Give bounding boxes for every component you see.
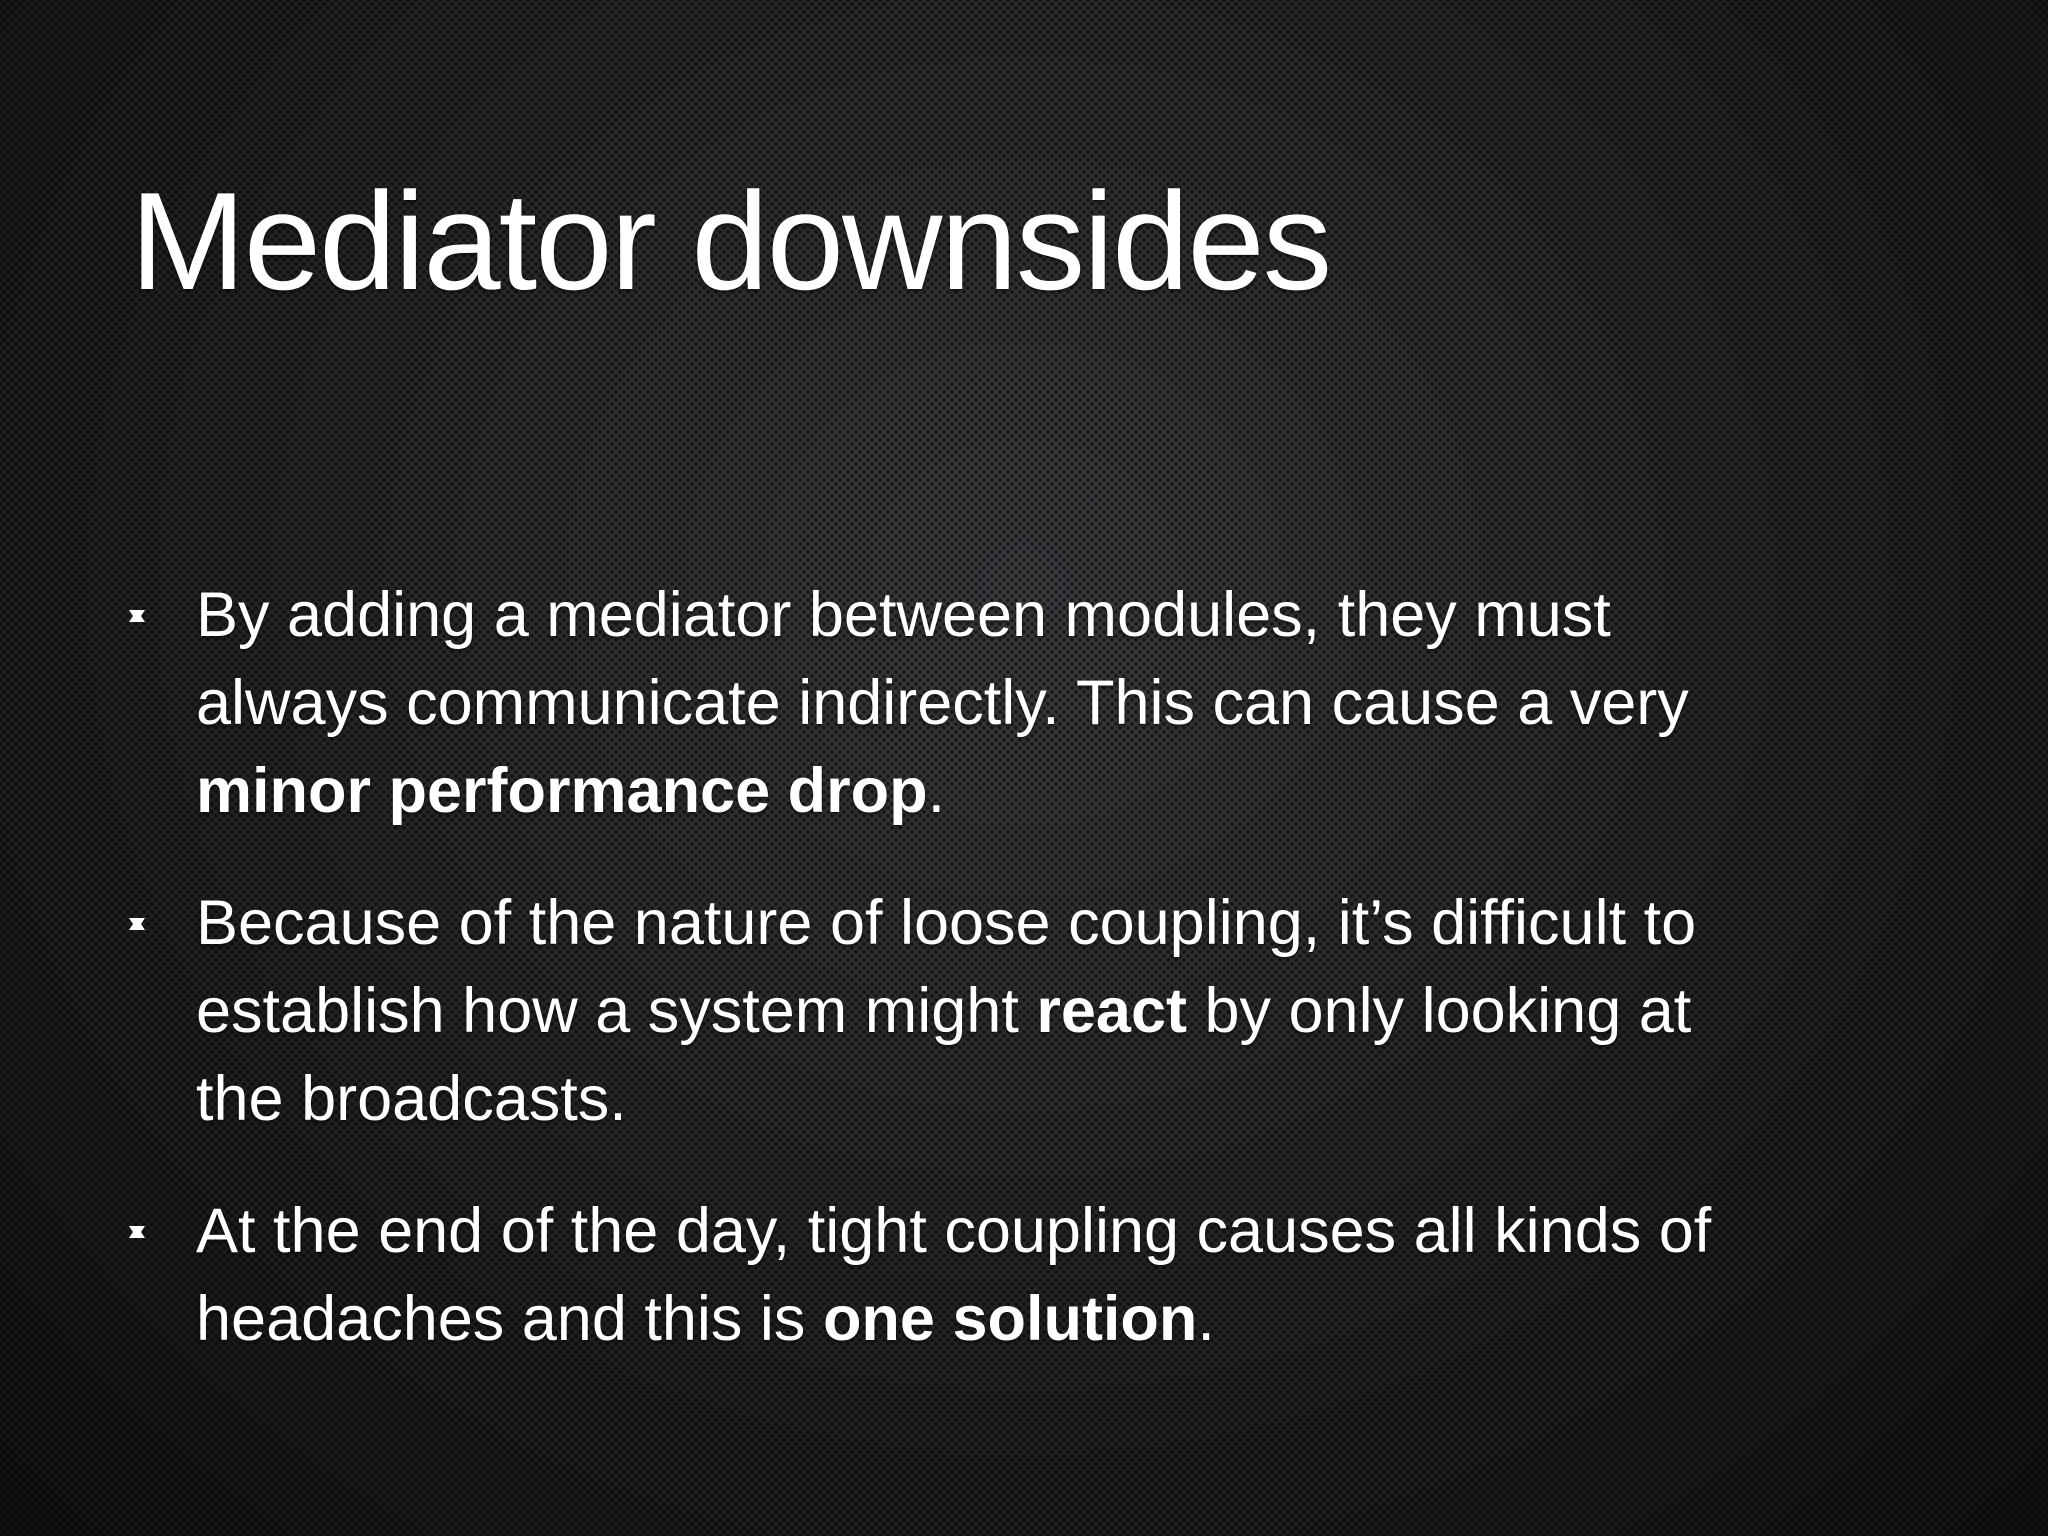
bullet-text: always communicate indirectly. This can cause a very [196,668,1689,738]
bullet-text: . [1197,1284,1215,1354]
bullet-icon [128,1224,146,1240]
bullet-text: . [927,756,946,826]
bullet-emphasis: one solution [822,1284,1198,1354]
bullet-text: Because of the nature of loose coupling, it’s difficult to [196,888,1697,958]
bullet-line [196,571,1896,659]
bullet-text: At the end of the day, tight coupling causes all kinds of [196,1196,1712,1266]
bullet-line [196,1275,1896,1363]
bullet-emphasis: react [1036,976,1187,1046]
bullet-line [196,747,1896,835]
bullet-text: By adding a mediator between modules, they must [196,580,1611,650]
bullet-text: establish how a system might [196,976,1037,1046]
bullet-icon [128,916,146,932]
bullet-list [0,571,2048,1407]
bullet-text: by only looking at [1186,976,1692,1046]
bullet-line [196,1055,1896,1143]
bullet-icon [128,608,146,624]
bullet-line [196,967,1896,1055]
slide-title: Mediator downsides [130,164,1331,319]
bullet-item [0,571,1896,835]
bullet-line [196,1187,1896,1275]
bullet-line [196,879,1896,967]
bullet-line [196,659,1896,747]
bullet-item [0,879,1896,1143]
bullet-emphasis: minor performance drop [196,756,928,826]
bullet-text: the broadcasts. [196,1064,627,1134]
bullet-text: headaches and this is [196,1284,823,1354]
bullet-item [0,1187,1896,1363]
